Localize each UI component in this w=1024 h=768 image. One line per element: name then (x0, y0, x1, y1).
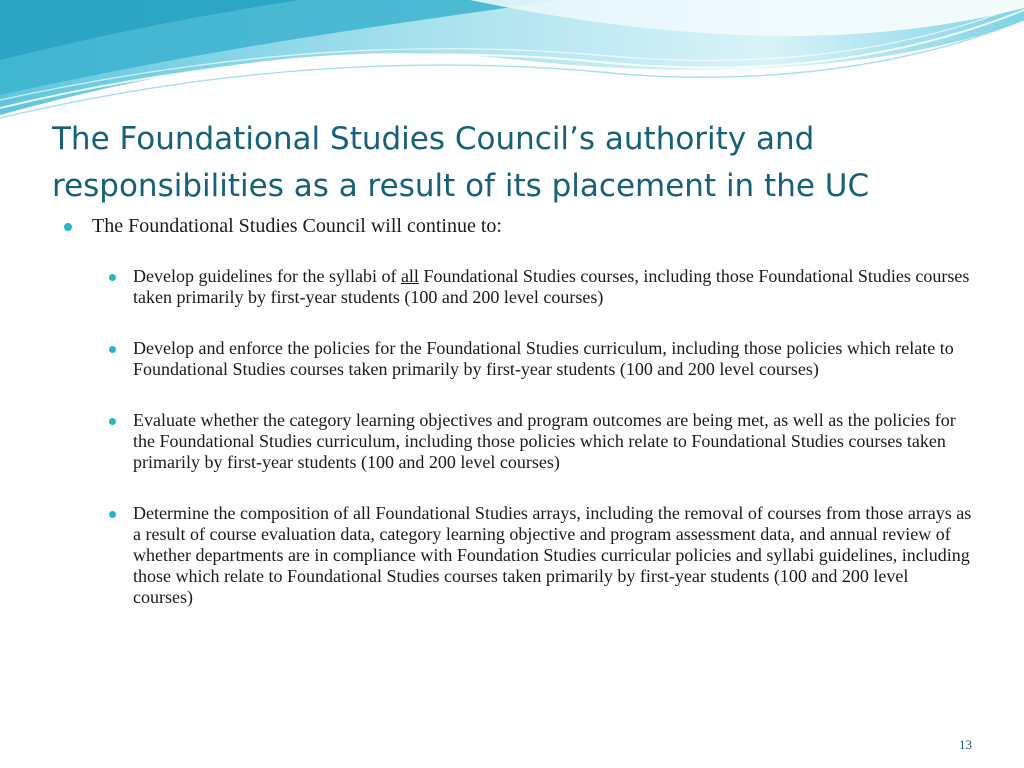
item-text: Determine the composition of all Foundational Studies arrays, including the removal of courses from those arrays as a result of course evaluation data, category learning objective and program assessment data, and annual review of whether departments are in compliance with Foundation Studies curricular policies and syllabi guidelines, including those which relate to Foundational Studies courses taken primarily by first-year students (100 and 200 level courses) (133, 503, 972, 607)
intro-bullet (62, 214, 972, 238)
item-text-post: Foundational Studies courses, including those Foundational Studies courses taken primarily by first-year students (100 and 200 level courses) (133, 266, 970, 307)
bullet-dot-icon (109, 511, 116, 518)
slide-title: The Foundational Studies Council’s authority and responsibilities as a result of its placement in the UC (52, 121, 870, 204)
bullet-dot-icon (64, 223, 72, 231)
page-number: 13 (959, 737, 972, 752)
intro-text: The Foundational Studies Council will continue to: (92, 215, 502, 237)
bullet-dot-icon (109, 418, 116, 425)
bullet-dot-icon (109, 346, 116, 353)
item-text-underlined: all (400, 266, 419, 286)
list-item (62, 410, 972, 473)
header-wave-decoration (0, 0, 1024, 120)
slide-body (62, 214, 972, 638)
bullet-dot-icon (109, 274, 116, 281)
item-text: Develop and enforce the policies for the Foundational Studies curriculum, including those policies which relate to Foundational Studies courses taken primarily by first-year students (100 and 200 level courses) (133, 338, 954, 379)
list-item (62, 338, 972, 380)
item-text-pre: Develop guidelines for the syllabi of (133, 266, 401, 286)
item-text: Evaluate whether the category learning objectives and program outcomes are being met, as well as the policies for the Foundational Studies curriculum, including those policies which relate to Foundational Studies courses taken primarily by first-year students (100 and 200 level courses) (133, 410, 956, 472)
list-item (62, 503, 972, 608)
list-item (62, 266, 972, 308)
